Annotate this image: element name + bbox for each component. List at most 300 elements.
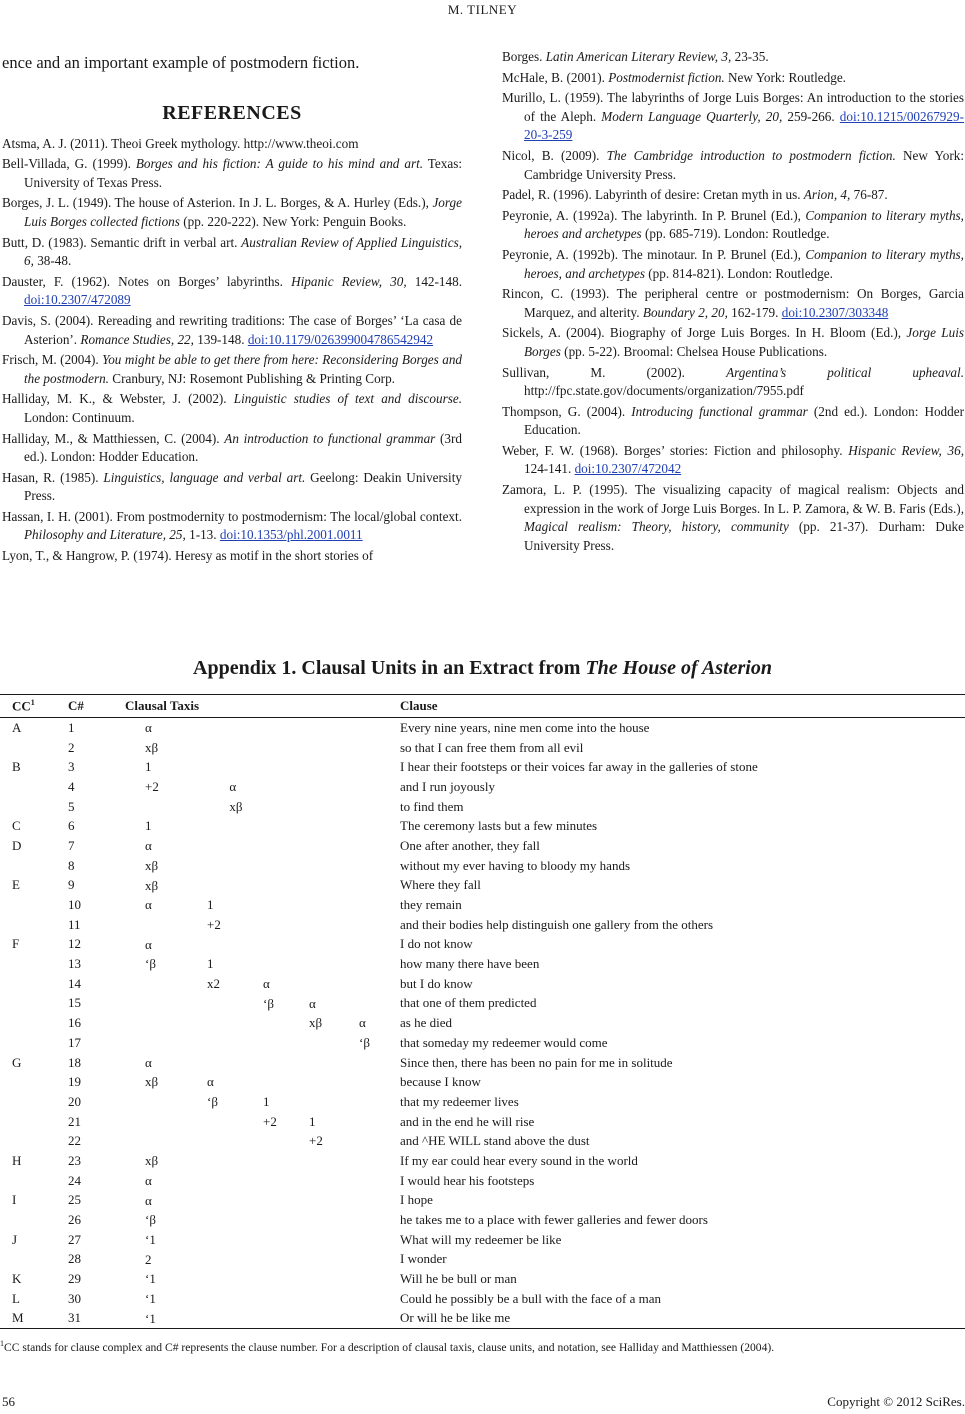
clause-complex-label: D bbox=[12, 837, 22, 853]
taxis-symbol: α bbox=[359, 1015, 366, 1031]
doi-link[interactable]: doi:10.1215/00267929-20-3-259 bbox=[524, 108, 964, 143]
taxis-symbol: xβ bbox=[309, 1015, 323, 1031]
footnote-text: CC stands for clause complex and C# represents the clause number. For a description of clausal taxis, clause units, and notation, see Halliday and Matthiessen (2004). bbox=[4, 1340, 775, 1354]
clause-complex-label bbox=[0, 797, 68, 817]
table-row bbox=[0, 1171, 965, 1191]
taxis-symbol: xβ bbox=[145, 857, 159, 873]
clause-text: and in the end he will rise bbox=[400, 1113, 535, 1129]
reference-text: Peyronie, A. (1992b). The minotaur. In P. Brunel (Ed.), bbox=[502, 246, 806, 262]
reference-text: Bell-Villada, G. (1999). bbox=[2, 156, 136, 172]
reference-entry bbox=[2, 312, 462, 349]
doi-link[interactable]: doi:10.1353/phl.2001.0011 bbox=[219, 527, 363, 543]
clause-number: 21 bbox=[68, 1113, 81, 1129]
clause-text: I hope bbox=[400, 1192, 433, 1208]
table-row bbox=[0, 1072, 965, 1092]
clause-complex-label bbox=[0, 1033, 68, 1053]
taxis-symbol: ‘β bbox=[207, 1094, 218, 1110]
table-row bbox=[0, 954, 965, 974]
clause-complex-label bbox=[0, 738, 68, 758]
reference-title: Companion to literary myths, heroes, and archetypes bbox=[524, 246, 964, 281]
clausal-taxis-cell bbox=[125, 1112, 400, 1132]
reference-details: New York: Routledge. bbox=[724, 69, 846, 85]
clausal-taxis-cell bbox=[125, 1053, 400, 1073]
taxis-symbol: +2 bbox=[207, 916, 221, 932]
reference-details: 76-87. bbox=[850, 187, 888, 203]
reference-text: Rincon, C. (1993). The peripheral centre or postmodernism: On Borges, Garcia Marquez, and alterity. bbox=[502, 286, 964, 320]
clause-text: Where they fall bbox=[400, 877, 481, 893]
clause-text: that one of them predicted bbox=[400, 995, 537, 1011]
table-row bbox=[0, 797, 965, 817]
reference-text: Halliday, M., & Matthiessen, C. (2004). bbox=[2, 430, 225, 446]
clause-text: he takes me to a place with fewer galleries and fewer doors bbox=[400, 1212, 708, 1228]
copyright-notice: Copyright © 2012 SciRes. bbox=[827, 1394, 965, 1409]
reference-details: (pp. 21-37). Durham: Duke University Press. bbox=[524, 519, 964, 553]
clause-number: 20 bbox=[68, 1093, 81, 1109]
reference-text: Thompson, G. (2004). bbox=[502, 403, 632, 419]
table-row bbox=[0, 738, 965, 758]
reference-entry bbox=[2, 547, 462, 566]
reference-text: Davis, S. (2004). Rereading and rewriting traditions: The case of Borges’ ‘La casa de Asterion’. bbox=[2, 312, 462, 347]
table-row bbox=[0, 935, 965, 955]
doi-link[interactable]: doi:10.2307/472089 bbox=[24, 292, 131, 308]
reference-entry bbox=[2, 234, 462, 271]
clause-complex-label bbox=[0, 856, 68, 876]
table-row bbox=[0, 1131, 965, 1151]
clause-complex-label: G bbox=[12, 1054, 22, 1070]
table-row bbox=[0, 856, 965, 876]
clause-number: 2 bbox=[68, 739, 75, 755]
taxis-symbol: ‘1 bbox=[145, 1231, 156, 1247]
reference-entry bbox=[502, 147, 964, 184]
clause-number: 4 bbox=[68, 778, 75, 794]
clause-number: 10 bbox=[68, 897, 81, 913]
clause-text: If my ear could hear every sound in the world bbox=[400, 1152, 638, 1168]
clause-text: Or will he be like me bbox=[400, 1309, 965, 1329]
reference-title: Magical realism: Theory, history, community bbox=[524, 519, 789, 535]
taxis-symbol: ‘β bbox=[145, 956, 156, 972]
reference-details: Cranbury, NJ: Rosemont Publishing & Printing Corp. bbox=[108, 370, 395, 386]
reference-entry bbox=[502, 89, 964, 145]
clausal-taxis-cell bbox=[125, 856, 400, 876]
clausal-taxis-cell bbox=[125, 954, 400, 974]
reference-entry bbox=[2, 155, 462, 192]
reference-details: http://fpc.state.gov/documents/organization/7955.pdf bbox=[524, 383, 804, 399]
clausal-taxis-cell bbox=[125, 1191, 400, 1211]
clause-text: to find them bbox=[400, 798, 464, 814]
taxis-symbol: ‘1 bbox=[145, 1290, 156, 1306]
reference-text: McHale, B. (2001). bbox=[502, 69, 609, 85]
reference-details: 38-48. bbox=[33, 253, 72, 269]
table-row bbox=[0, 1092, 965, 1112]
taxis-symbol: +2 bbox=[145, 779, 159, 795]
clausal-taxis-cell bbox=[125, 915, 400, 935]
table-row bbox=[0, 1230, 965, 1250]
footnote bbox=[0, 1339, 965, 1354]
clause-number: 5 bbox=[68, 798, 75, 814]
reference-text: Dauster, F. (1962). Notes on Borges’ labyrinths. bbox=[2, 273, 292, 289]
reference-entry bbox=[502, 186, 964, 205]
taxis-symbol: α bbox=[229, 779, 237, 795]
reference-entry bbox=[2, 135, 462, 154]
table-row bbox=[0, 1250, 965, 1270]
reference-text: Frisch, M. (2004). bbox=[2, 352, 103, 368]
clausal-taxis-cell bbox=[125, 994, 400, 1014]
clausal-taxis-cell bbox=[125, 777, 400, 797]
clause-complex-label bbox=[0, 1013, 68, 1033]
reference-text: Sickels, A. (2004). Biography of Jorge Luis Borges. In H. Bloom (Ed.), bbox=[502, 325, 907, 341]
reference-entry bbox=[502, 48, 964, 67]
reference-entry bbox=[502, 364, 964, 401]
references-heading: REFERENCES bbox=[162, 102, 302, 124]
clause-complex-label: J bbox=[12, 1231, 18, 1247]
reference-title: Companion to literary myths, heroes and archetypes bbox=[524, 207, 964, 242]
reference-title: The Cambridge introduction to postmodern fiction. bbox=[606, 147, 896, 163]
reference-title: Jorge Luis Borges bbox=[524, 325, 964, 359]
reference-details: New York: Cambridge University Press. bbox=[524, 147, 964, 182]
reference-text: Nicol, B. (2009). bbox=[502, 147, 607, 163]
clause-number: 27 bbox=[68, 1231, 81, 1247]
reference-details: (pp. 220-222). New York: Penguin Books. bbox=[179, 213, 407, 229]
taxis-symbol: xβ bbox=[229, 798, 243, 814]
clausal-units-table bbox=[0, 694, 965, 1329]
taxis-symbol: α bbox=[145, 897, 152, 913]
taxis-symbol: α bbox=[309, 995, 316, 1011]
reference-title: Philosophy and Literature, 25, bbox=[24, 527, 186, 543]
clause-text: and their bodies help distinguish one gallery from the others bbox=[400, 916, 714, 932]
reference-text: Padel, R. (1996). Labyrinth of desire: Cretan myth in us. bbox=[502, 187, 804, 203]
clausal-taxis-cell bbox=[125, 1072, 400, 1092]
reference-text: Halliday, M. K., & Webster, J. (2002). bbox=[2, 391, 234, 407]
clause-number: 11 bbox=[68, 916, 81, 932]
clause-text: they remain bbox=[400, 897, 462, 913]
reference-details: 1-13. bbox=[185, 527, 220, 543]
left-column bbox=[2, 52, 462, 568]
clause-complex-label: A bbox=[12, 719, 22, 735]
taxis-symbol: α bbox=[145, 1192, 152, 1208]
taxis-symbol: ‘1 bbox=[145, 1310, 156, 1326]
table-row bbox=[0, 1112, 965, 1132]
header-clause-number: C# bbox=[68, 695, 125, 718]
table-row bbox=[0, 1191, 965, 1211]
taxis-symbol: α bbox=[207, 1074, 214, 1090]
doi-link[interactable]: doi:10.1179/026399004786542942 bbox=[247, 331, 434, 347]
clause-text: I would hear his footsteps bbox=[400, 1172, 535, 1188]
table-header-row bbox=[0, 695, 965, 718]
clausal-taxis-cell bbox=[125, 876, 400, 896]
clause-text: Every nine years, nine men come into the house bbox=[400, 719, 650, 735]
body-text-continuation: ence and an important example of postmodern fiction. bbox=[2, 53, 360, 72]
clause-complex-label bbox=[0, 974, 68, 994]
clause-complex-label bbox=[0, 895, 68, 915]
reference-text: Weber, F. W. (1968). Borges’ stories: Fiction and philosophy. bbox=[502, 442, 849, 458]
taxis-symbol: α bbox=[145, 1054, 152, 1070]
clause-number: 6 bbox=[68, 818, 75, 834]
reference-entry bbox=[502, 403, 964, 440]
reference-details: 23-35. bbox=[731, 49, 769, 64]
reference-entry bbox=[2, 469, 462, 506]
clausal-taxis-cell bbox=[125, 1230, 400, 1250]
header-clausal-taxis: Clausal Taxis bbox=[125, 695, 400, 718]
table-row bbox=[0, 1033, 965, 1053]
reference-title: Linguistics, language and verbal art. bbox=[103, 469, 306, 485]
reference-title: Linguistic studies of text and discourse. bbox=[233, 391, 462, 407]
clause-number: 22 bbox=[68, 1133, 81, 1149]
clause-number: 1 bbox=[68, 719, 75, 735]
reference-entry bbox=[502, 324, 964, 361]
reference-entry bbox=[2, 351, 462, 388]
running-head: M. TILNEY bbox=[447, 2, 518, 17]
header-cc-footnote-mark: 1 bbox=[30, 697, 35, 707]
clausal-taxis-cell bbox=[125, 718, 400, 738]
reference-title: Borges and his fiction: A guide to his mind and art. bbox=[135, 156, 424, 172]
clause-text: One after another, they fall bbox=[400, 837, 540, 853]
reference-details: (pp. 685-719). London: Routledge. bbox=[641, 226, 830, 242]
reference-entry bbox=[2, 390, 462, 427]
clause-text: Will he be bull or man bbox=[400, 1271, 517, 1287]
clause-text: I hear their footsteps or their voices far away in the galleries of stone bbox=[400, 759, 758, 775]
table-row bbox=[0, 1289, 965, 1309]
clause-number: 26 bbox=[68, 1212, 81, 1228]
page-number: 56 bbox=[2, 1394, 15, 1409]
footnote-mark: 1 bbox=[0, 1339, 4, 1348]
clause-number: 25 bbox=[68, 1192, 81, 1208]
clause-text: as he died bbox=[400, 1015, 452, 1031]
reference-entry bbox=[502, 285, 964, 322]
clause-complex-label bbox=[0, 915, 68, 935]
table-row bbox=[0, 777, 965, 797]
taxis-symbol: +2 bbox=[263, 1113, 277, 1129]
clause-number: 13 bbox=[68, 956, 81, 972]
clause-text: I wonder bbox=[400, 1251, 447, 1267]
clause-complex-label bbox=[0, 777, 68, 797]
clause-number: 23 bbox=[68, 1152, 81, 1168]
table-row bbox=[0, 1309, 965, 1329]
taxis-symbol: ‘β bbox=[145, 1212, 156, 1228]
reference-details: 139-148. bbox=[193, 331, 248, 347]
clausal-taxis-cell bbox=[125, 1033, 400, 1053]
clause-text: Could he possibly be a bull with the face of a man bbox=[400, 1290, 662, 1306]
clause-number: 12 bbox=[68, 936, 81, 952]
clause-complex-label bbox=[0, 1112, 68, 1132]
clause-complex-label bbox=[0, 1210, 68, 1230]
reference-entry bbox=[502, 207, 964, 244]
references-list-right bbox=[502, 48, 964, 555]
clause-number: 28 bbox=[68, 1251, 81, 1267]
reference-entry bbox=[2, 194, 462, 231]
clause-number: 15 bbox=[68, 995, 81, 1011]
clausal-taxis-cell bbox=[125, 1092, 400, 1112]
clause-number: 30 bbox=[68, 1290, 81, 1306]
clause-text: I do not know bbox=[400, 936, 473, 952]
clause-text: because I know bbox=[400, 1074, 481, 1090]
clause-text: but I do know bbox=[400, 975, 473, 991]
clause-number: 19 bbox=[68, 1074, 81, 1090]
table-row bbox=[0, 836, 965, 856]
reference-entry bbox=[502, 442, 964, 479]
taxis-symbol: ‘1 bbox=[145, 1271, 156, 1287]
reference-title: Australian Review of Applied Linguistics, 6, bbox=[24, 234, 462, 269]
appendix-title bbox=[0, 657, 965, 680]
taxis-symbol: 1 bbox=[263, 1094, 270, 1110]
clause-complex-label: F bbox=[12, 936, 20, 952]
reference-text: Hassan, I. H. (2001). From postmodernity to postmodernism: The local/global context. bbox=[2, 508, 462, 524]
reference-title: Hispanic Review, 36, bbox=[848, 442, 964, 458]
reference-text: Zamora, L. P. (1995). The visualizing capacity of magical realism: Objects and expression in the work of Jorge Luis Borges. In L. P. Zamora, & W. B. Faris (Eds.), bbox=[502, 482, 964, 516]
clausal-taxis-cell bbox=[125, 1309, 400, 1329]
taxis-symbol: x2 bbox=[207, 975, 220, 991]
clause-text: and I run joyously bbox=[400, 778, 495, 794]
reference-details: 124-141. bbox=[524, 461, 575, 477]
taxis-symbol: 1 bbox=[309, 1113, 316, 1129]
clause-complex-label bbox=[0, 954, 68, 974]
clause-number: 3 bbox=[68, 759, 75, 775]
reference-details: 259-266. bbox=[782, 108, 840, 124]
clause-complex-label: B bbox=[12, 759, 21, 775]
clause-number: 31 bbox=[68, 1309, 125, 1329]
clause-number: 14 bbox=[68, 975, 81, 991]
taxis-symbol: +2 bbox=[309, 1133, 323, 1149]
reference-details: Texas: University of Texas Press. bbox=[24, 156, 463, 190]
clausal-taxis-cell bbox=[125, 935, 400, 955]
reference-entry bbox=[2, 273, 462, 310]
table-row bbox=[0, 718, 965, 738]
clause-complex-label bbox=[0, 1072, 68, 1092]
reference-details: (2nd ed.). London: Hodder Education. bbox=[524, 403, 964, 438]
header-clause: Clause bbox=[400, 695, 965, 718]
clause-number: 18 bbox=[68, 1054, 81, 1070]
taxis-symbol: α bbox=[145, 936, 152, 952]
right-column bbox=[502, 48, 964, 557]
taxis-symbol: α bbox=[145, 720, 152, 735]
reference-entry bbox=[502, 69, 964, 88]
clause-complex-label bbox=[0, 1131, 68, 1151]
clause-text: that someday my redeemer would come bbox=[400, 1034, 608, 1050]
table-row bbox=[0, 1269, 965, 1289]
taxis-symbol: xβ bbox=[145, 1074, 159, 1090]
clause-number: 16 bbox=[68, 1015, 81, 1031]
header-cc-label: CC bbox=[12, 698, 31, 714]
clausal-taxis-cell bbox=[125, 1131, 400, 1151]
reference-title: You might be able to get there from here: Reconsidering Borges and the postmodern. bbox=[24, 352, 463, 386]
table-row bbox=[0, 974, 965, 994]
clause-complex-label bbox=[0, 1171, 68, 1191]
taxis-symbol: α bbox=[263, 975, 270, 991]
reference-text: Borges. bbox=[502, 49, 546, 64]
clause-number: 7 bbox=[68, 837, 75, 853]
reference-title: An introduction to functional grammar bbox=[224, 430, 436, 446]
clause-complex-label bbox=[0, 1092, 68, 1112]
reference-text: Borges, J. L. (1949). The house of Asterion. In J. L. Borges, & A. Hurley (Eds.), bbox=[2, 195, 433, 211]
taxis-symbol: ‘β bbox=[359, 1035, 370, 1050]
reference-text: Hasan, R. (1985). bbox=[2, 469, 104, 485]
clausal-taxis-cell bbox=[125, 1210, 400, 1230]
references-list-left bbox=[2, 135, 462, 566]
clause-complex-label: C bbox=[12, 818, 21, 834]
reference-text: Peyronie, A. (1992a). The labyrinth. In P. Brunel (Ed.), bbox=[502, 207, 806, 223]
taxis-symbol: xβ bbox=[145, 739, 159, 755]
taxis-symbol: α bbox=[145, 838, 152, 854]
reference-text: Atsma, A. J. (2011). Theoi Greek mythology. http://www.theoi.com bbox=[2, 135, 359, 151]
reference-details: Geelong: Deakin University Press. bbox=[24, 469, 462, 504]
clause-number: 8 bbox=[68, 857, 75, 873]
doi-link[interactable]: doi:10.2307/303348 bbox=[781, 304, 889, 320]
reference-title: Latin American Literary Review, 3, bbox=[545, 49, 732, 64]
clause-number: 24 bbox=[68, 1172, 81, 1188]
clause-complex-label: E bbox=[12, 877, 20, 893]
taxis-symbol: 1 bbox=[145, 759, 152, 775]
clause-text: that my redeemer lives bbox=[400, 1093, 519, 1109]
clausal-taxis-cell bbox=[125, 757, 400, 777]
taxis-symbol: xβ bbox=[145, 877, 159, 893]
reference-text: Lyon, T., & Hangrow, P. (1974). Heresy as motif in the short stories of bbox=[2, 548, 374, 564]
table-row bbox=[0, 1151, 965, 1171]
clausal-taxis-cell bbox=[125, 1289, 400, 1309]
reference-details: (3rd ed.). London: Hodder Education. bbox=[24, 430, 462, 465]
clausal-taxis-cell bbox=[125, 1171, 400, 1191]
clause-complex-label: M bbox=[0, 1309, 68, 1329]
clause-complex-label bbox=[0, 1250, 68, 1270]
clausal-taxis-cell bbox=[125, 1250, 400, 1270]
doi-link[interactable]: doi:10.2307/472042 bbox=[574, 461, 682, 477]
reference-entry bbox=[2, 430, 462, 467]
clause-complex-label: K bbox=[12, 1271, 22, 1287]
taxis-symbol: xβ bbox=[145, 1153, 159, 1169]
reference-details: (pp. 814-821). London: Routledge. bbox=[644, 265, 833, 281]
reference-text: Murillo, L. (1959). The labyrinths of Jorge Luis Borges: An introduction to the stories of the Aleph. bbox=[502, 90, 964, 124]
reference-title: Boundary 2, 20, bbox=[642, 304, 728, 320]
reference-title: Introducing functional grammar bbox=[631, 403, 808, 419]
table-row bbox=[0, 994, 965, 1014]
reference-entry bbox=[502, 481, 964, 555]
taxis-symbol: ‘β bbox=[263, 995, 274, 1011]
reference-title: Jorge Luis Borges collected fictions bbox=[24, 195, 462, 229]
reference-entry bbox=[2, 508, 462, 545]
taxis-symbol: 1 bbox=[207, 956, 214, 972]
clause-text: Since then, there has been no pain for me in solitude bbox=[400, 1054, 673, 1070]
clausal-taxis-cell bbox=[125, 974, 400, 994]
reference-title: Postmodernist fiction. bbox=[608, 69, 725, 85]
clausal-taxis-cell bbox=[125, 738, 400, 758]
taxis-symbol: 1 bbox=[207, 897, 214, 913]
appendix-title-italic: The House of Asterion bbox=[585, 657, 772, 679]
reference-details: (pp. 5-22). Broomal: Chelsea House Publications. bbox=[560, 343, 828, 359]
table-row bbox=[0, 895, 965, 915]
clause-complex-label: I bbox=[12, 1192, 17, 1208]
table-row bbox=[0, 816, 965, 836]
clause-complex-label: H bbox=[12, 1152, 22, 1168]
taxis-symbol: α bbox=[145, 1172, 152, 1188]
reference-text: Butt, D. (1983). Semantic drift in verbal art. bbox=[2, 234, 242, 250]
clause-text: so that I can free them from all evil bbox=[400, 739, 584, 755]
clausal-taxis-cell bbox=[125, 1013, 400, 1033]
reference-title: Modern Language Quarterly, 20, bbox=[601, 108, 783, 124]
clause-number: 9 bbox=[68, 877, 75, 893]
taxis-symbol: 1 bbox=[145, 818, 152, 834]
clausal-taxis-cell bbox=[125, 816, 400, 836]
clausal-taxis-cell bbox=[125, 836, 400, 856]
table-row bbox=[0, 1053, 965, 1073]
table-row bbox=[0, 876, 965, 896]
reference-details: London: Continuum. bbox=[24, 409, 135, 425]
clause-complex-label bbox=[0, 994, 68, 1014]
header-cc bbox=[0, 695, 68, 718]
table-row bbox=[0, 1013, 965, 1033]
clausal-taxis-cell bbox=[125, 1269, 400, 1289]
clausal-taxis-cell bbox=[125, 797, 400, 817]
clause-text: The ceremony lasts but a few minutes bbox=[400, 818, 598, 834]
reference-title: Arion, 4, bbox=[803, 187, 851, 203]
clause-number: 29 bbox=[68, 1271, 81, 1287]
